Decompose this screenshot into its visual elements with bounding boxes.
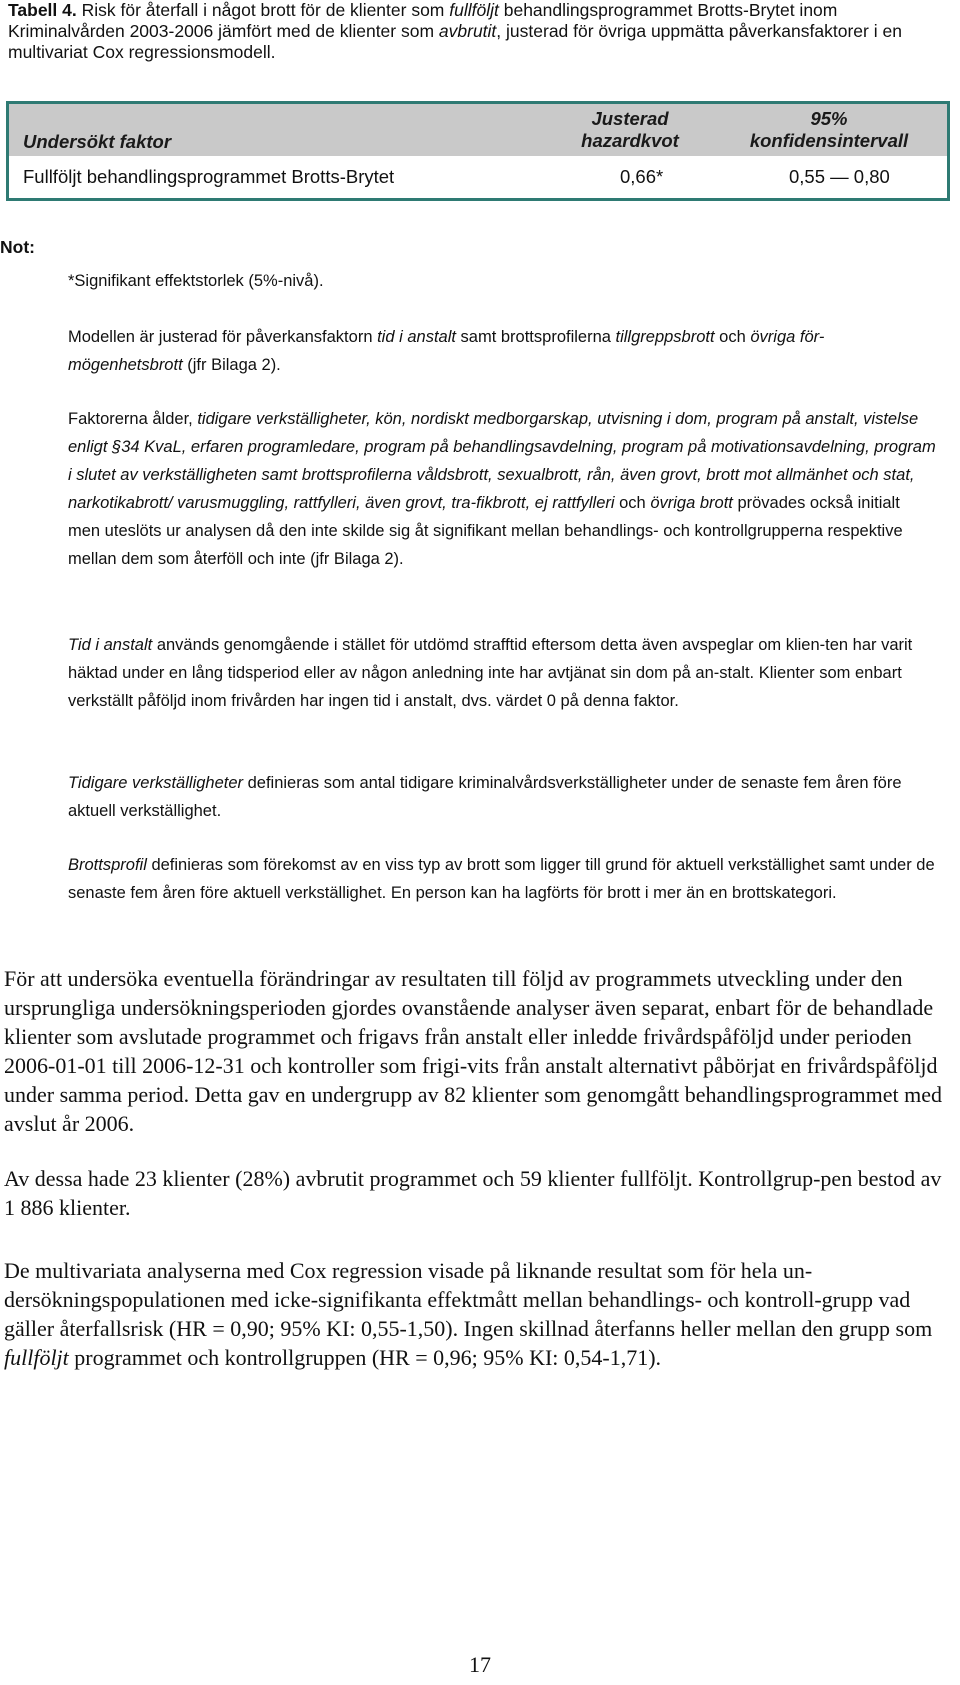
cell-factor: Fullföljt behandlingsprogrammet Brotts-Brytet — [23, 166, 395, 187]
note-crime-profile — [68, 851, 936, 907]
cell-confidence-interval: 0,55 — 0,80 — [789, 166, 890, 187]
caption-emphasis: avbrutit — [438, 21, 497, 41]
note-emphasis: Tid i anstalt — [68, 636, 153, 654]
note-significance: *Signifikant effektstorlek (5%-nivå). — [68, 272, 324, 290]
caption-text: behandlingsprogrammet Brotts-Brytet inom Kriminalvården 2003-2006 jämfört med de klienter som — [8, 0, 838, 41]
note-previous-sentences — [68, 769, 936, 825]
header-factor: Undersökt faktor — [23, 131, 172, 152]
page-number: 17 — [469, 1652, 491, 1677]
note-emphasis: tillgreppsbrott — [615, 328, 715, 346]
note-text: och — [614, 494, 651, 512]
note-model-adjustment — [68, 323, 936, 379]
note-text: prövades också initialt men uteslöts ur analysen då den inte skilde sig åt signifikant mellan behandlings- och kontrollgrupperna respektive mellan dem som återföll och inte (jfr Bilaga 2). — [68, 494, 903, 568]
table-row — [9, 156, 947, 198]
note-emphasis: övriga brott — [650, 494, 733, 512]
paragraph-text: programmet och kontrollgruppen (HR = 0,96; 95% KI: 0,54-1,71). — [68, 1345, 662, 1370]
note-emphasis: övriga för-mögenhetsbrott — [68, 328, 825, 374]
note-emphasis: tid i anstalt — [377, 328, 456, 346]
note-text: definieras som antal tidigare kriminalvårdsverkställigheter under de senaste fem åren före aktuell verkställighet. — [68, 774, 902, 820]
note-text: Modellen är justerad för påverkansfaktorn — [68, 328, 378, 346]
table-caption — [8, 0, 944, 63]
table-header — [9, 104, 947, 156]
caption-text: , justerad för övriga uppmätta påverkansfaktorer i en multivariat Cox regressionsmodell. — [8, 21, 902, 62]
cell-hazard-ratio: 0,66* — [620, 166, 664, 187]
note-text: (jfr Bilaga 2). — [182, 356, 281, 374]
body-paragraph — [4, 1256, 944, 1372]
note-time-in-prison — [68, 631, 936, 715]
note-text: samt brottsprofilerna — [455, 328, 616, 346]
result-table — [6, 101, 950, 201]
note-emphasis: tidigare verkställigheter, kön, nordiskt medborgarskap, utvisning i dom, program på anstalt, vistelse enligt §34 KvaL, erfaren programledare, program på behandlingsavdelning, program på motivationsavdelning, program i slutet av verkställigheten samt brottsprofilerna våldsbrott, sexualbrott, rån, även grovt, brott mot allmänhet och stat, narkotikabrott/ varusmuggling, rattfylleri, även grovt, tra-fikbrott, ej rattfylleri — [68, 410, 936, 512]
body-paragraph: Av dessa hade 23 klienter (28%) avbrutit programmet och 59 klienter fullföljt. Kontrollgrup-pen bestod av 1 886 klienter. — [4, 1166, 942, 1220]
note-text: Faktorerna ålder, — [68, 410, 198, 428]
note-emphasis: Tidigare verkställigheter — [68, 774, 244, 792]
note-text: används genomgående i stället för utdömd strafftid eftersom detta även avspeglar om klien-ten har varit häktad under en lång tidsperiod eller av någon anledning inte har avtjänat sin dom på an-stalt. Klienter som enbart verkställt påföljd inom frivården har ingen tid i anstalt, dvs. värdet 0 på denna faktor. — [68, 636, 913, 710]
note-excluded-factors — [68, 405, 936, 573]
paragraph-text: De multivariata analyserna med Cox regression visade på liknande resultat som för hela un-dersökningspopulationen med icke-signifikanta effektmått mellan behandlings- och kontroll-grupp vad gäller återfallsrisk (HR = 0,90; 95% KI: 0,55-1,50). Ingen skillnad återfanns heller mellan den grupp som — [4, 1258, 933, 1341]
header-hazard-ratio: Justerad hazardkvot — [581, 108, 679, 151]
caption-text: Risk för återfall i något brott för de klienter som — [76, 0, 450, 20]
body-paragraph: För att undersöka eventuella förändringar av resultaten till följd av programmets utveckling under den ursprungliga undersökningsperioden gjordes ovanstående analyser även separat, enbart för de behandlade klienter som avslutade programmet och frigavs från anstalt eller inledde frivårdspåföljd under perioden 2006-01-01 till 2006-12-31 och kontroller som frigi-vits från anstalt alternativt påbörjat en frivårdspåföljd under samma period. Detta gav en undergrupp av 82 klienter som genomgått behandlingsprogrammet med avslut år 2006. — [4, 966, 943, 1136]
notes-label: Not: — [0, 237, 35, 257]
caption-emphasis: fullföljt — [449, 0, 499, 20]
note-text: definieras som förekomst av en viss typ av brott som ligger till grund för aktuell verkställighet samt under de senaste fem åren före aktuell verkställighet. En person kan ha lagförts för brott i mer än en brottskategori. — [68, 856, 935, 902]
paragraph-emphasis: fullföljt — [4, 1345, 69, 1370]
table-caption-label: Tabell 4. — [8, 0, 77, 20]
header-confidence-interval: 95% konfidensintervall — [749, 108, 909, 151]
note-text: och — [714, 328, 751, 346]
note-emphasis: Brottsprofil — [68, 856, 147, 874]
